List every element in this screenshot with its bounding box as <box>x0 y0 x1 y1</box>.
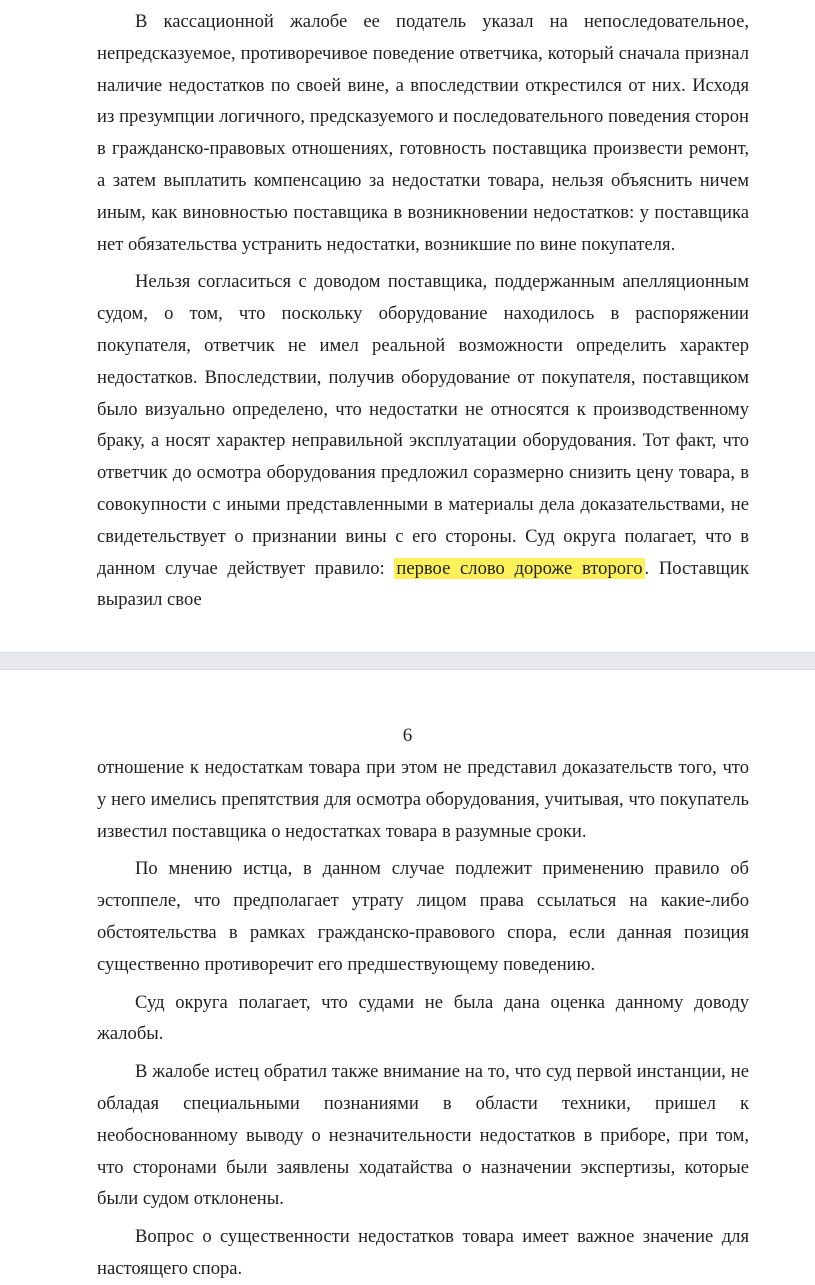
paragraph-text: Нельзя согласиться с доводом поставщика, поддержанным апелляционным судом, о том, что поскольку оборудование находилось в распоряжении покупателя, ответчик не имел реальной возможности определить характер недостатков. Впоследствии, получив оборудование от покупателя, поставщиком было визуально определено, что недостатки не относятся к производственному браку, а носят характер неправильной эксплуатации оборудования. Тот факт, что ответчик до осмотра оборудования предложил соразмерно снизить цену товара, в совокупности с иными представленными в материалы дела доказательствами, не свидетельствует о признании вины с его стороны. Суд округа полагает, что в данном случае действует правило: <box>97 271 749 579</box>
page-number: 6 <box>402 725 413 746</box>
paragraph-estoppel: По мнению истца, в данном случае подлежит применению правило об эстоппеле, что предполагает утрату лицом права ссылаться на какие-либо обстоятельства в рамках гражданско-правового спора, если данная позиция существенно противоречит его предшествующему поведению. <box>97 858 749 975</box>
page-text-block <box>97 752 749 1285</box>
document-page-lower <box>0 670 815 1279</box>
page-text-block <box>97 6 749 616</box>
paragraph-expertise-request: В жалобе истец обратил также внимание на то, что суд первой инстанции, не обладая специальными познаниями в области техники, пришел к необоснованному выводу о незначительности недостатков в приборе, при том, что сторонами были заявлены ходатайства о назначении экспертизы, которые были судом отклонены. <box>97 1061 749 1210</box>
paragraph-supplier-argument <box>97 266 749 616</box>
page-separator <box>0 652 815 670</box>
highlighted-phrase: первое слово дороже второго <box>396 557 643 579</box>
paragraph-cassation-complaint: В кассационной жалобе ее податель указал на непоследовательное, непредсказуемое, противоречивое поведение ответчика, который сначала признал наличие недостатков по своей вине, а впоследствии открестился от них. Исходя из презумпции логичного, предсказуемого и последовательного поведения сторон в гражданско-правовых отношениях, готовность поставщика произвести ремонт, а затем выплатить компенсацию за недостатки товара, нельзя объяснить ничем иным, как виновностью поставщика в возникновении недостатков: у поставщика нет обязательства устранить недостатки, возникшие по вине покупателя. <box>97 11 749 255</box>
paragraph-materiality: Вопрос о существенности недостатков товара имеет важное значение для настоящего спора. <box>97 1226 749 1279</box>
paragraph-text-continued: . Поставщик выразил свое <box>97 557 749 611</box>
paragraph-continuation: отношение к недостаткам товара при этом не представил доказательств того, что у него имелись препятствия для осмотра оборудования, учитывая, что покупатель известил поставщика о недостатках товара в разумные сроки. <box>97 757 749 842</box>
paragraph-court-assessment: Суд округа полагает, что судами не была дана оценка данному доводу жалобы. <box>97 991 749 1045</box>
